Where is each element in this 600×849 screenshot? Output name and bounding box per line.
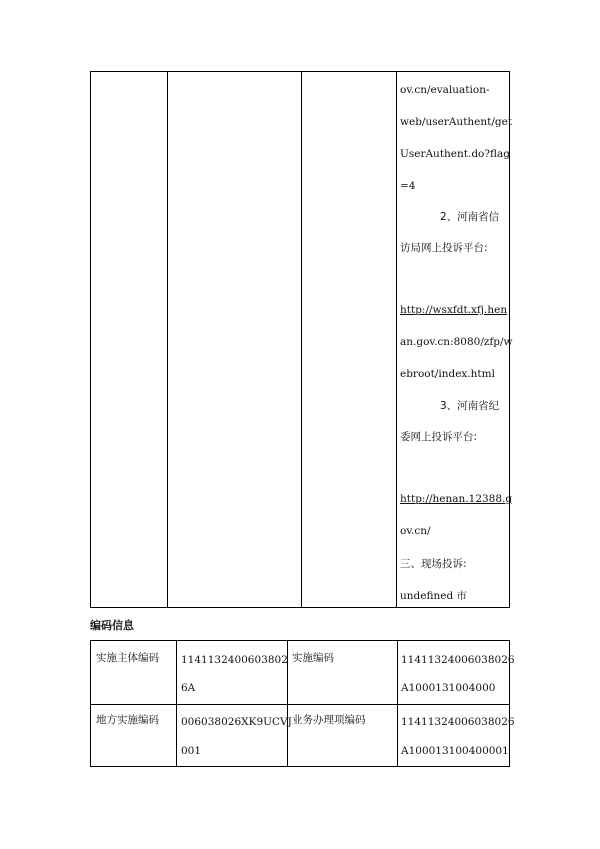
value-local-code: 006038026XK9UCVJ: [181, 716, 292, 728]
label-business-code: 业务办理项编码: [292, 714, 366, 726]
item-3-title: 3、河南省纪: [440, 400, 500, 412]
item-2-title: 2、河南省信: [440, 211, 500, 223]
xfj-link-cont: an.gov.cn:8080/zfp/w: [400, 336, 513, 348]
value-subject-code: 1141132400603802: [181, 654, 288, 666]
section-heading: 编码信息: [90, 619, 134, 632]
jiwei-link-cont: ov.cn/: [400, 525, 431, 537]
xfj-link-cont: ebroot/index.html: [400, 368, 495, 380]
xfj-link[interactable]: http://wsxfdt.xfj.hen: [400, 304, 508, 316]
label-subject-code: 实施主体编码: [96, 652, 159, 664]
url-fragment: UserAuthent.do?flag: [400, 148, 510, 160]
label-local-code: 地方实施编码: [96, 714, 159, 726]
jiwei-link[interactable]: http://henan.12388.g: [400, 493, 513, 505]
item-3-title-cont: 委网上投诉平台:: [400, 431, 478, 443]
code-table: [90, 640, 515, 767]
column-divider: [301, 72, 302, 607]
url-fragment: ov.cn/evaluation-: [400, 84, 490, 96]
value-local-code-cont: 001: [181, 745, 202, 757]
column-divider: [167, 72, 168, 607]
url-fragment: web/userAuthent/get: [400, 116, 513, 128]
label-impl-code: 实施编码: [292, 652, 334, 664]
item-2-title-cont: 访局网上投诉平台:: [400, 242, 488, 254]
row-divider: [91, 704, 509, 705]
column-divider: [396, 72, 397, 607]
value-business-code: 11411324006038026: [401, 716, 515, 728]
url-fragment: =4: [400, 180, 416, 192]
top-table: [90, 71, 513, 608]
city-text: undefined 市: [400, 590, 467, 602]
value-business-code-cont: A100013100400001: [401, 745, 509, 757]
value-subject-code-cont: 6A: [181, 682, 196, 694]
onsite-complaint-title: 三、现场投诉:: [400, 558, 467, 570]
value-impl-code: 11411324006038026: [401, 654, 515, 666]
value-impl-code-cont: A1000131004000: [401, 682, 496, 694]
